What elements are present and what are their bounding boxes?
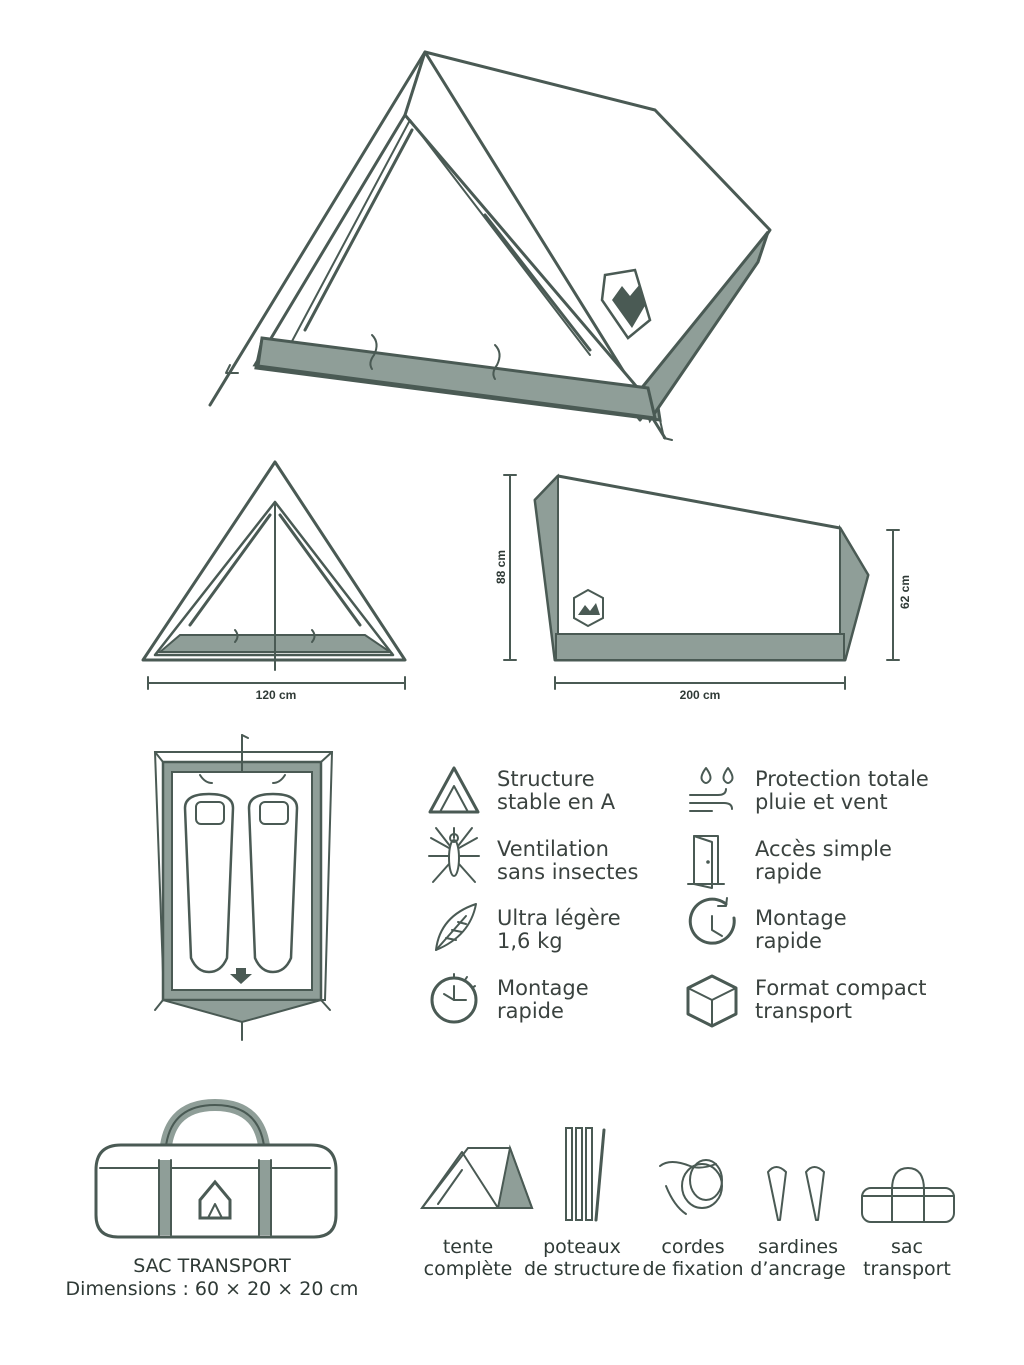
back-height-dimension-label: 62 cm: [898, 574, 912, 610]
feature-setup-text: Montage rapide: [755, 906, 847, 953]
feature-compact-text: Format compact transport: [755, 976, 927, 1023]
length-dimension-label: 200 cm: [679, 688, 721, 702]
stakes-icon: [768, 1167, 824, 1220]
tent-icon: [422, 1148, 532, 1208]
feature-access-text: Accès simple rapide: [755, 837, 892, 884]
front-height-dimension-label: 88 cm: [494, 549, 508, 585]
feature-ventilation-text: Ventilation sans insectes: [497, 837, 639, 884]
width-dimension-label: 120 cm: [255, 688, 297, 702]
bag-icon: [862, 1168, 954, 1222]
content-stakes-label: sardines d’ancrage: [750, 1236, 846, 1280]
feature-setup-2-text: Montage rapide: [497, 976, 589, 1023]
rope-icon: [660, 1160, 722, 1214]
feature-weight-text: Ultra légère 1,6 kg: [497, 906, 621, 953]
feature-protection-text: Protection totale pluie et vent: [755, 767, 929, 814]
content-tent-label: tente complète: [423, 1236, 513, 1280]
bag-title: SAC TRANSPORT: [133, 1255, 291, 1277]
content-poles-label: poteaux de structure: [523, 1236, 640, 1280]
content-bag-label: sac transport: [863, 1236, 951, 1280]
poles-icon: [566, 1128, 604, 1220]
bag-dimensions: Dimensions : 60 × 20 × 20 cm: [65, 1278, 359, 1300]
feature-structure-text: Structure stable en A: [497, 767, 616, 814]
content-rope-label: cordes de fixation: [642, 1236, 744, 1280]
